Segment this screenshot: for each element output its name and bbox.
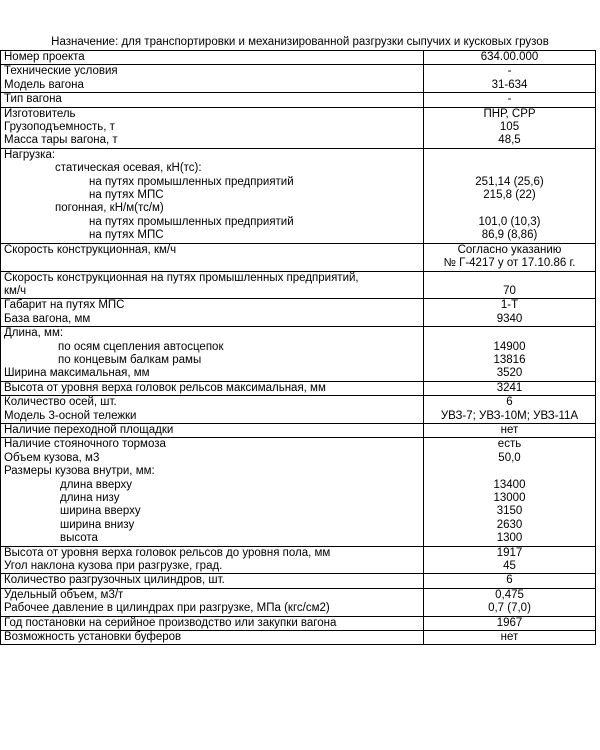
- spec-label: Масса тары вагона, т: [4, 134, 118, 147]
- spec-value: 634.00.000: [480, 51, 539, 63]
- spec-value: 251,14 (25,6): [475, 175, 544, 188]
- spec-label: Год постановки на серийное производство или закупки вагона: [4, 616, 337, 629]
- spec-row: [1, 631, 596, 645]
- spec-value: 0,7 (7,0): [488, 602, 531, 615]
- spec-value: 0,475: [495, 588, 524, 601]
- spec-row: [1, 546, 596, 574]
- spec-label: длина вверху: [60, 478, 133, 491]
- spec-label: Объем кузова, м3: [4, 451, 100, 464]
- spec-value-cell: [424, 327, 596, 382]
- spec-label: Рабочее давление в цилиндрах при разгрузке, МПа (кгс/см2): [4, 602, 330, 615]
- spec-value: 1-Т: [500, 299, 519, 312]
- spec-label-cell: [1, 438, 424, 546]
- spec-value: 9340: [496, 312, 523, 325]
- spec-value: нет: [500, 423, 519, 436]
- spec-label: ширина внизу: [60, 518, 135, 531]
- spec-label-cell: [1, 616, 424, 630]
- spec-label: погонная, кН/м(тс/м): [55, 202, 164, 215]
- spec-value-cell: [424, 381, 596, 395]
- spec-label: Технические условия: [4, 65, 118, 78]
- spec-row: [1, 243, 596, 271]
- spec-label-cell: [1, 51, 424, 65]
- spec-value: 86,9 (8,86): [481, 229, 538, 242]
- spec-value: 1917: [496, 546, 523, 559]
- spec-value: [427, 149, 592, 162]
- spec-value: № Г-4217 у от 17.10.86 г.: [443, 257, 576, 270]
- spec-value: 48,5: [498, 134, 521, 147]
- spec-label-cell: [1, 327, 424, 382]
- spec-label: Длина, мм:: [4, 327, 64, 340]
- spec-label: Количество осей, шт.: [4, 396, 117, 409]
- spec-value: -: [507, 65, 512, 78]
- spec-value: 1967: [496, 616, 523, 629]
- spec-value: 50,0: [498, 451, 521, 464]
- spec-label: Высота от уровня верха головок рельсов максимальная, мм: [4, 381, 326, 394]
- spec-label-cell: [1, 299, 424, 327]
- spec-row: [1, 616, 596, 630]
- spec-value: [427, 162, 592, 175]
- spec-value-cell: [424, 631, 596, 645]
- spec-label-cell: [1, 396, 424, 424]
- spec-value-cell: [424, 546, 596, 574]
- spec-row: [1, 299, 596, 327]
- spec-row: [1, 107, 596, 148]
- spec-value-cell: [424, 616, 596, 630]
- spec-value: ПНР, СРР: [483, 107, 536, 120]
- spec-row: [1, 327, 596, 382]
- spec-label-cell: [1, 65, 424, 93]
- spec-value: [427, 272, 592, 285]
- spec-value: 101,0 (10,3): [478, 215, 541, 228]
- spec-value-cell: [424, 93, 596, 107]
- spec-value: 45: [503, 560, 516, 573]
- spec-label-cell: [1, 107, 424, 148]
- spec-label: Количество разгрузочных цилиндров, шт.: [4, 574, 225, 587]
- spec-label: Тип вагона: [4, 93, 62, 106]
- spec-value: 215,8 (22): [483, 189, 536, 202]
- spec-label: статическая осевая, кН(тс):: [55, 162, 202, 175]
- spec-value: нет: [500, 631, 519, 644]
- spec-row: [1, 51, 596, 65]
- spec-label: Наличие переходной площадки: [4, 423, 174, 436]
- spec-row: [1, 271, 596, 299]
- spec-label-cell: [1, 631, 424, 645]
- spec-value: [427, 327, 592, 340]
- spec-value-cell: [424, 148, 596, 243]
- spec-label: Грузоподъемность, т: [4, 121, 115, 134]
- spec-label: Удельный объем, м3/т: [4, 588, 124, 601]
- specification-table: [0, 50, 596, 645]
- spec-value-cell: [424, 299, 596, 327]
- spec-value: [427, 202, 592, 215]
- spec-label: Ширина максимальная, мм: [4, 367, 150, 380]
- spec-label-cell: [1, 546, 424, 574]
- spec-label: Размеры кузова внутри, мм:: [4, 465, 155, 478]
- spec-label: длина низу: [60, 492, 120, 504]
- spec-value-cell: [424, 271, 596, 299]
- spec-label: Нагрузка:: [4, 148, 56, 161]
- spec-label: [4, 257, 420, 270]
- spec-value-cell: [424, 243, 596, 271]
- spec-value: 70: [503, 284, 516, 297]
- spec-label: км/ч: [4, 284, 27, 297]
- spec-value-cell: [424, 65, 596, 93]
- spec-label: на путях МПС: [89, 189, 164, 202]
- spec-value-cell: [424, 588, 596, 616]
- spec-label: высота: [60, 532, 98, 545]
- spec-label: Возможность установки буферов: [4, 631, 182, 644]
- spec-label-cell: [1, 148, 424, 243]
- spec-label-cell: [1, 93, 424, 107]
- spec-row: [1, 93, 596, 107]
- spec-label-cell: [1, 381, 424, 395]
- spec-value: 3150: [496, 505, 523, 518]
- spec-value-cell: [424, 423, 596, 437]
- spec-value: Согласно указанию: [457, 243, 562, 256]
- spec-label: Скорость конструкционная, км/ч: [4, 243, 177, 256]
- spec-value: 14900: [493, 340, 526, 353]
- spec-label-cell: [1, 588, 424, 616]
- spec-label: Скорость конструкционная на путях промышленных предприятий,: [4, 271, 359, 284]
- spec-value-cell: [424, 438, 596, 546]
- spec-label: ширина вверху: [60, 505, 141, 518]
- spec-value: 3520: [496, 367, 523, 380]
- spec-label: Изготовитель: [4, 107, 76, 120]
- spec-label-cell: [1, 271, 424, 299]
- spec-value-cell: [424, 51, 596, 65]
- spec-label: База вагона, мм: [4, 312, 91, 325]
- spec-value: 105: [499, 121, 520, 134]
- spec-label: на путях промышленных предприятий: [89, 215, 294, 228]
- spec-label: Модель 3-осной тележки: [4, 409, 137, 422]
- spec-value: 3241: [496, 381, 523, 394]
- spec-label: на путях промышленных предприятий: [89, 175, 294, 188]
- specification-table-body: [1, 51, 596, 645]
- spec-label-cell: [1, 574, 424, 588]
- spec-value: 13000: [493, 492, 526, 504]
- spec-value: 13816: [493, 353, 526, 366]
- spec-row: [1, 65, 596, 93]
- spec-row: [1, 423, 596, 437]
- spec-label: на путях МПС: [89, 229, 164, 242]
- spec-label-cell: [1, 243, 424, 271]
- spec-value: 6: [506, 574, 513, 587]
- spec-value: -: [507, 93, 512, 106]
- spec-label: Наличие стояночного тормоза: [4, 438, 166, 451]
- spec-row: [1, 148, 596, 243]
- spec-label: Габарит на путях МПС: [4, 299, 125, 312]
- spec-row: [1, 588, 596, 616]
- spec-value: 13400: [493, 478, 526, 491]
- spec-value: 6: [506, 396, 513, 409]
- spec-value: есть: [497, 438, 522, 451]
- spec-row: [1, 396, 596, 424]
- spec-value: 2630: [496, 518, 523, 531]
- spec-label-cell: [1, 423, 424, 437]
- spec-row: [1, 381, 596, 395]
- spec-value: [427, 465, 592, 478]
- spec-value: 31-634: [491, 78, 528, 91]
- spec-row: [1, 574, 596, 588]
- document-heading: Назначение: для транспортировки и механизированной разгрузки сыпучих и кусковых грузов: [51, 36, 549, 48]
- spec-value-cell: [424, 574, 596, 588]
- spec-label: Модель вагона: [4, 78, 84, 91]
- spec-value: 1300: [496, 532, 523, 545]
- spec-label: Высота от уровня верха головок рельсов до уровня пола, мм: [4, 546, 331, 559]
- spec-value: УВЗ-7; УВЗ-10М; УВЗ-11А: [440, 409, 579, 422]
- spec-label: Угол наклона кузова при разгрузке, град.: [4, 560, 223, 573]
- spec-label: по концевым балкам рамы: [58, 353, 202, 366]
- spec-label: по осям сцепления автосцепок: [58, 340, 224, 353]
- spec-value-cell: [424, 396, 596, 424]
- spec-row: [1, 438, 596, 546]
- spec-label: Номер проекта: [4, 51, 85, 63]
- spec-value-cell: [424, 107, 596, 148]
